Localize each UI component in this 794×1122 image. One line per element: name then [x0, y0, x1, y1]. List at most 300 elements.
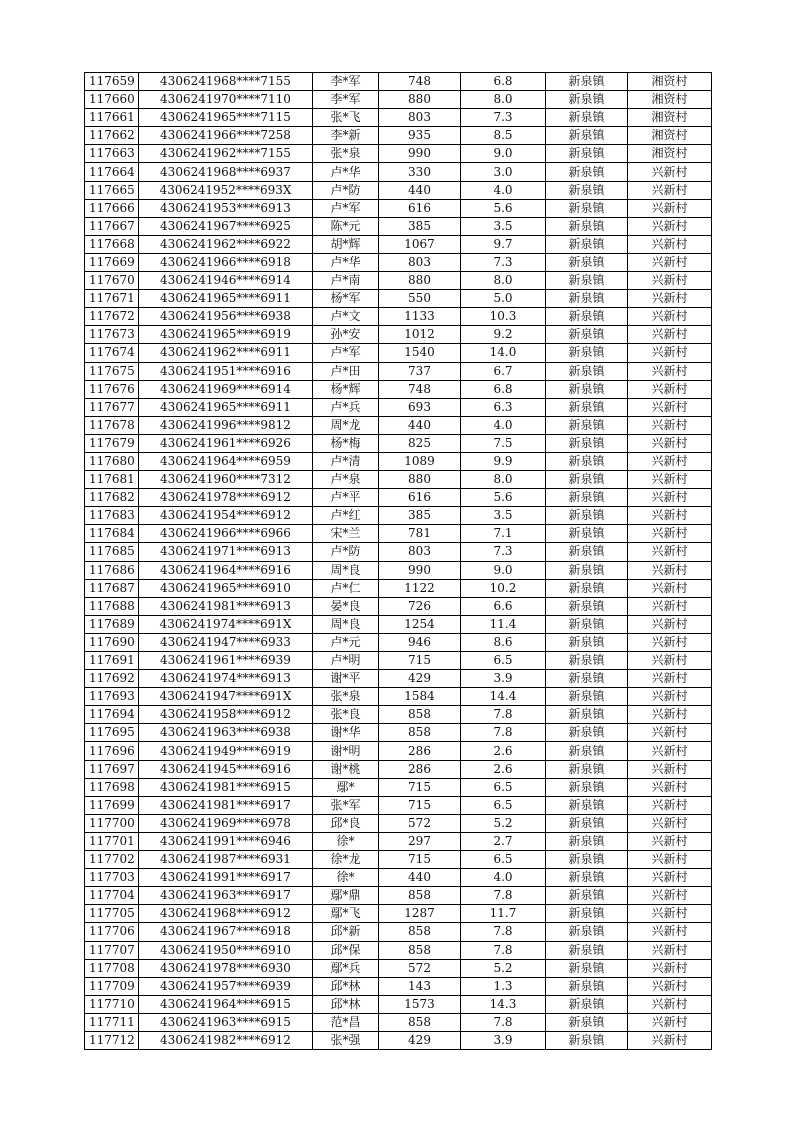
cell-name: 杨*梅 — [313, 434, 379, 452]
cell-record-id: 117683 — [85, 507, 139, 525]
table-row — [85, 199, 712, 217]
cell-village: 兴新村 — [628, 199, 712, 217]
cell-amount: 440 — [379, 869, 461, 887]
cell-town: 新泉镇 — [546, 507, 628, 525]
cell-amount: 803 — [379, 543, 461, 561]
cell-amount: 781 — [379, 525, 461, 543]
cell-town: 新泉镇 — [546, 905, 628, 923]
cell-village: 兴新村 — [628, 579, 712, 597]
cell-id-number: 4306241965****6919 — [139, 326, 313, 344]
cell-name: 李*军 — [313, 73, 379, 91]
cell-value: 3.5 — [461, 507, 546, 525]
cell-id-number: 4306241964****6959 — [139, 452, 313, 470]
cell-value: 3.9 — [461, 1031, 546, 1049]
cell-amount: 880 — [379, 272, 461, 290]
cell-name: 谢*平 — [313, 670, 379, 688]
cell-value: 1.3 — [461, 977, 546, 995]
table-row — [85, 652, 712, 670]
table-row — [85, 597, 712, 615]
cell-amount: 715 — [379, 652, 461, 670]
cell-town: 新泉镇 — [546, 615, 628, 633]
cell-value: 10.3 — [461, 308, 546, 326]
cell-name: 卢*防 — [313, 543, 379, 561]
cell-amount: 550 — [379, 290, 461, 308]
cell-name: 卢*军 — [313, 199, 379, 217]
cell-value: 6.5 — [461, 796, 546, 814]
cell-record-id: 117663 — [85, 145, 139, 163]
cell-village: 兴新村 — [628, 1031, 712, 1049]
cell-town: 新泉镇 — [546, 706, 628, 724]
cell-value: 5.0 — [461, 290, 546, 308]
cell-village: 兴新村 — [628, 832, 712, 850]
cell-town: 新泉镇 — [546, 579, 628, 597]
cell-value: 5.6 — [461, 489, 546, 507]
cell-village: 兴新村 — [628, 742, 712, 760]
table-row — [85, 308, 712, 326]
cell-record-id: 117671 — [85, 290, 139, 308]
cell-value: 3.9 — [461, 670, 546, 688]
cell-id-number: 4306241978****6930 — [139, 959, 313, 977]
cell-village: 湘资村 — [628, 109, 712, 127]
cell-amount: 880 — [379, 91, 461, 109]
cell-id-number: 4306241965****7115 — [139, 109, 313, 127]
cell-value: 14.0 — [461, 344, 546, 362]
cell-record-id: 117662 — [85, 127, 139, 145]
cell-record-id: 117680 — [85, 452, 139, 470]
cell-town: 新泉镇 — [546, 181, 628, 199]
table-row — [85, 326, 712, 344]
cell-amount: 858 — [379, 724, 461, 742]
cell-value: 2.6 — [461, 760, 546, 778]
cell-value: 14.4 — [461, 688, 546, 706]
cell-value: 6.5 — [461, 652, 546, 670]
table-row — [85, 941, 712, 959]
table-row — [85, 253, 712, 271]
cell-name: 邱*保 — [313, 941, 379, 959]
table-row — [85, 796, 712, 814]
cell-amount: 715 — [379, 778, 461, 796]
cell-record-id: 117676 — [85, 380, 139, 398]
cell-village: 兴新村 — [628, 489, 712, 507]
cell-name: 徐* — [313, 832, 379, 850]
table-row — [85, 91, 712, 109]
cell-record-id: 117685 — [85, 543, 139, 561]
cell-town: 新泉镇 — [546, 742, 628, 760]
cell-id-number: 4306241967****6925 — [139, 217, 313, 235]
cell-town: 新泉镇 — [546, 91, 628, 109]
table-row — [85, 670, 712, 688]
cell-id-number: 4306241951****6916 — [139, 362, 313, 380]
cell-value: 9.2 — [461, 326, 546, 344]
cell-name: 卢*文 — [313, 308, 379, 326]
cell-town: 新泉镇 — [546, 597, 628, 615]
cell-record-id: 117664 — [85, 163, 139, 181]
table-row — [85, 995, 712, 1013]
cell-village: 兴新村 — [628, 452, 712, 470]
cell-id-number: 4306241974****6913 — [139, 670, 313, 688]
cell-name: 谢*桃 — [313, 760, 379, 778]
cell-amount: 1573 — [379, 995, 461, 1013]
cell-value: 9.9 — [461, 452, 546, 470]
cell-record-id: 117678 — [85, 416, 139, 434]
table-row — [85, 73, 712, 91]
cell-village: 兴新村 — [628, 434, 712, 452]
cell-name: 张*强 — [313, 1031, 379, 1049]
table-row — [85, 543, 712, 561]
cell-town: 新泉镇 — [546, 253, 628, 271]
cell-name: 卢*泉 — [313, 471, 379, 489]
cell-value: 9.7 — [461, 235, 546, 253]
cell-value: 2.6 — [461, 742, 546, 760]
table-row — [85, 434, 712, 452]
cell-town: 新泉镇 — [546, 760, 628, 778]
cell-name: 周*龙 — [313, 416, 379, 434]
cell-id-number: 4306241947****691X — [139, 688, 313, 706]
cell-amount: 385 — [379, 507, 461, 525]
cell-town: 新泉镇 — [546, 471, 628, 489]
cell-amount: 858 — [379, 1013, 461, 1031]
cell-id-number: 4306241981****6913 — [139, 597, 313, 615]
cell-amount: 880 — [379, 471, 461, 489]
table-row — [85, 706, 712, 724]
cell-record-id: 117675 — [85, 362, 139, 380]
table-row — [85, 905, 712, 923]
cell-amount: 935 — [379, 127, 461, 145]
table-row — [85, 742, 712, 760]
cell-name: 胡*辉 — [313, 235, 379, 253]
cell-value: 6.7 — [461, 362, 546, 380]
cell-amount: 1089 — [379, 452, 461, 470]
cell-village: 湘资村 — [628, 127, 712, 145]
cell-town: 新泉镇 — [546, 778, 628, 796]
cell-town: 新泉镇 — [546, 235, 628, 253]
cell-id-number: 4306241981****6915 — [139, 778, 313, 796]
cell-id-number: 4306241965****6910 — [139, 579, 313, 597]
cell-village: 兴新村 — [628, 615, 712, 633]
cell-record-id: 117706 — [85, 923, 139, 941]
cell-record-id: 117667 — [85, 217, 139, 235]
cell-id-number: 4306241956****6938 — [139, 308, 313, 326]
cell-town: 新泉镇 — [546, 398, 628, 416]
cell-amount: 693 — [379, 398, 461, 416]
cell-value: 8.0 — [461, 471, 546, 489]
cell-name: 徐*龙 — [313, 851, 379, 869]
cell-village: 兴新村 — [628, 670, 712, 688]
cell-value: 7.8 — [461, 1013, 546, 1031]
cell-village: 兴新村 — [628, 724, 712, 742]
cell-value: 8.5 — [461, 127, 546, 145]
cell-value: 6.8 — [461, 73, 546, 91]
cell-value: 7.8 — [461, 887, 546, 905]
cell-name: 周*良 — [313, 615, 379, 633]
cell-village: 兴新村 — [628, 977, 712, 995]
cell-name: 邱*新 — [313, 923, 379, 941]
cell-name: 孙*安 — [313, 326, 379, 344]
cell-village: 兴新村 — [628, 543, 712, 561]
cell-town: 新泉镇 — [546, 452, 628, 470]
table-row — [85, 398, 712, 416]
cell-village: 兴新村 — [628, 272, 712, 290]
cell-record-id: 117709 — [85, 977, 139, 995]
cell-id-number: 4306241969****6978 — [139, 814, 313, 832]
cell-record-id: 117702 — [85, 851, 139, 869]
cell-village: 湘资村 — [628, 91, 712, 109]
cell-name: 邱*良 — [313, 814, 379, 832]
cell-id-number: 4306241965****6911 — [139, 398, 313, 416]
cell-amount: 1287 — [379, 905, 461, 923]
cell-amount: 429 — [379, 670, 461, 688]
cell-village: 兴新村 — [628, 561, 712, 579]
cell-name: 卢*清 — [313, 452, 379, 470]
cell-record-id: 117695 — [85, 724, 139, 742]
cell-value: 4.0 — [461, 869, 546, 887]
cell-amount: 286 — [379, 760, 461, 778]
cell-amount: 803 — [379, 109, 461, 127]
cell-name: 晏*良 — [313, 597, 379, 615]
table-row — [85, 633, 712, 651]
cell-name: 卢*仁 — [313, 579, 379, 597]
cell-town: 新泉镇 — [546, 814, 628, 832]
cell-village: 兴新村 — [628, 290, 712, 308]
cell-id-number: 4306241962****6922 — [139, 235, 313, 253]
cell-village: 兴新村 — [628, 253, 712, 271]
table-row — [85, 923, 712, 941]
cell-record-id: 117705 — [85, 905, 139, 923]
cell-id-number: 4306241966****6918 — [139, 253, 313, 271]
cell-amount: 429 — [379, 1031, 461, 1049]
cell-amount: 1012 — [379, 326, 461, 344]
table-row — [85, 977, 712, 995]
cell-village: 兴新村 — [628, 796, 712, 814]
table-row — [85, 615, 712, 633]
cell-id-number: 4306241965****6911 — [139, 290, 313, 308]
cell-value: 6.5 — [461, 851, 546, 869]
cell-name: 陈*元 — [313, 217, 379, 235]
cell-record-id: 117666 — [85, 199, 139, 217]
cell-record-id: 117703 — [85, 869, 139, 887]
table-row — [85, 163, 712, 181]
cell-id-number: 4306241945****6916 — [139, 760, 313, 778]
cell-id-number: 4306241963****6917 — [139, 887, 313, 905]
cell-name: 周*良 — [313, 561, 379, 579]
cell-town: 新泉镇 — [546, 796, 628, 814]
cell-village: 兴新村 — [628, 778, 712, 796]
cell-id-number: 4306241963****6938 — [139, 724, 313, 742]
table-row — [85, 1031, 712, 1049]
table-row — [85, 869, 712, 887]
cell-amount: 286 — [379, 742, 461, 760]
cell-value: 8.0 — [461, 272, 546, 290]
cell-value: 9.0 — [461, 561, 546, 579]
cell-town: 新泉镇 — [546, 995, 628, 1013]
cell-village: 兴新村 — [628, 706, 712, 724]
cell-village: 兴新村 — [628, 525, 712, 543]
cell-town: 新泉镇 — [546, 380, 628, 398]
cell-town: 新泉镇 — [546, 887, 628, 905]
cell-value: 3.0 — [461, 163, 546, 181]
table-row — [85, 525, 712, 543]
cell-id-number: 4306241969****6914 — [139, 380, 313, 398]
table-row — [85, 778, 712, 796]
data-table — [84, 72, 712, 1050]
cell-name: 徐* — [313, 869, 379, 887]
cell-record-id: 117670 — [85, 272, 139, 290]
cell-town: 新泉镇 — [546, 543, 628, 561]
table-row — [85, 471, 712, 489]
cell-name: 鄢* — [313, 778, 379, 796]
cell-village: 兴新村 — [628, 869, 712, 887]
cell-id-number: 4306241952****693X — [139, 181, 313, 199]
cell-town: 新泉镇 — [546, 724, 628, 742]
cell-town: 新泉镇 — [546, 941, 628, 959]
cell-village: 兴新村 — [628, 688, 712, 706]
cell-town: 新泉镇 — [546, 290, 628, 308]
cell-name: 卢*红 — [313, 507, 379, 525]
cell-village: 兴新村 — [628, 362, 712, 380]
cell-town: 新泉镇 — [546, 308, 628, 326]
cell-record-id: 117673 — [85, 326, 139, 344]
cell-id-number: 4306241971****6913 — [139, 543, 313, 561]
cell-value: 11.4 — [461, 615, 546, 633]
cell-name: 张*泉 — [313, 145, 379, 163]
cell-value: 5.2 — [461, 814, 546, 832]
cell-record-id: 117669 — [85, 253, 139, 271]
cell-village: 兴新村 — [628, 959, 712, 977]
table-body — [85, 73, 712, 1050]
cell-value: 5.2 — [461, 959, 546, 977]
cell-record-id: 117674 — [85, 344, 139, 362]
cell-village: 兴新村 — [628, 471, 712, 489]
cell-town: 新泉镇 — [546, 923, 628, 941]
cell-name: 李*新 — [313, 127, 379, 145]
cell-name: 张*泉 — [313, 688, 379, 706]
cell-name: 杨*辉 — [313, 380, 379, 398]
cell-name: 卢*防 — [313, 181, 379, 199]
cell-name: 邱*林 — [313, 995, 379, 1013]
cell-id-number: 4306241966****6966 — [139, 525, 313, 543]
table-row — [85, 181, 712, 199]
cell-amount: 616 — [379, 489, 461, 507]
cell-village: 兴新村 — [628, 633, 712, 651]
table-row — [85, 452, 712, 470]
cell-town: 新泉镇 — [546, 977, 628, 995]
cell-id-number: 4306241974****691X — [139, 615, 313, 633]
cell-value: 9.0 — [461, 145, 546, 163]
cell-id-number: 4306241966****7258 — [139, 127, 313, 145]
cell-name: 张*飞 — [313, 109, 379, 127]
cell-value: 2.7 — [461, 832, 546, 850]
cell-value: 7.3 — [461, 109, 546, 127]
cell-record-id: 117661 — [85, 109, 139, 127]
cell-name: 张*良 — [313, 706, 379, 724]
cell-value: 6.6 — [461, 597, 546, 615]
cell-name: 卢*南 — [313, 272, 379, 290]
cell-name: 卢*田 — [313, 362, 379, 380]
cell-town: 新泉镇 — [546, 109, 628, 127]
cell-amount: 858 — [379, 923, 461, 941]
cell-village: 兴新村 — [628, 851, 712, 869]
cell-town: 新泉镇 — [546, 959, 628, 977]
cell-town: 新泉镇 — [546, 199, 628, 217]
cell-id-number: 4306241982****6912 — [139, 1031, 313, 1049]
table-row — [85, 272, 712, 290]
cell-town: 新泉镇 — [546, 633, 628, 651]
cell-value: 7.3 — [461, 253, 546, 271]
cell-id-number: 4306241964****6916 — [139, 561, 313, 579]
table-row — [85, 579, 712, 597]
cell-record-id: 117660 — [85, 91, 139, 109]
cell-record-id: 117693 — [85, 688, 139, 706]
cell-town: 新泉镇 — [546, 1031, 628, 1049]
cell-record-id: 117692 — [85, 670, 139, 688]
cell-town: 新泉镇 — [546, 869, 628, 887]
cell-amount: 946 — [379, 633, 461, 651]
table-row — [85, 1013, 712, 1031]
cell-name: 邱*林 — [313, 977, 379, 995]
cell-record-id: 117707 — [85, 941, 139, 959]
cell-amount: 726 — [379, 597, 461, 615]
table-row — [85, 561, 712, 579]
table-row — [85, 416, 712, 434]
cell-id-number: 4306241968****6912 — [139, 905, 313, 923]
cell-town: 新泉镇 — [546, 217, 628, 235]
cell-amount: 990 — [379, 145, 461, 163]
cell-id-number: 4306241996****9812 — [139, 416, 313, 434]
cell-amount: 748 — [379, 380, 461, 398]
cell-town: 新泉镇 — [546, 434, 628, 452]
cell-record-id: 117698 — [85, 778, 139, 796]
cell-id-number: 4306241968****6937 — [139, 163, 313, 181]
cell-record-id: 117665 — [85, 181, 139, 199]
table-row — [85, 760, 712, 778]
cell-amount: 858 — [379, 941, 461, 959]
cell-village: 兴新村 — [628, 1013, 712, 1031]
cell-id-number: 4306241947****6933 — [139, 633, 313, 651]
cell-id-number: 4306241962****6911 — [139, 344, 313, 362]
cell-name: 张*军 — [313, 796, 379, 814]
cell-record-id: 117686 — [85, 561, 139, 579]
cell-amount: 748 — [379, 73, 461, 91]
cell-village: 兴新村 — [628, 398, 712, 416]
cell-id-number: 4306241967****6918 — [139, 923, 313, 941]
cell-value: 6.5 — [461, 778, 546, 796]
cell-village: 兴新村 — [628, 235, 712, 253]
cell-id-number: 4306241954****6912 — [139, 507, 313, 525]
cell-village: 兴新村 — [628, 181, 712, 199]
cell-amount: 143 — [379, 977, 461, 995]
table-row — [85, 290, 712, 308]
cell-value: 7.5 — [461, 434, 546, 452]
cell-id-number: 4306241957****6939 — [139, 977, 313, 995]
cell-record-id: 117711 — [85, 1013, 139, 1031]
cell-town: 新泉镇 — [546, 344, 628, 362]
cell-town: 新泉镇 — [546, 163, 628, 181]
cell-amount: 715 — [379, 796, 461, 814]
table-row — [85, 145, 712, 163]
cell-village: 兴新村 — [628, 652, 712, 670]
cell-amount: 825 — [379, 434, 461, 452]
cell-village: 兴新村 — [628, 923, 712, 941]
cell-record-id: 117689 — [85, 615, 139, 633]
cell-value: 5.6 — [461, 199, 546, 217]
cell-amount: 1122 — [379, 579, 461, 597]
cell-record-id: 117694 — [85, 706, 139, 724]
cell-record-id: 117682 — [85, 489, 139, 507]
cell-amount: 572 — [379, 959, 461, 977]
cell-town: 新泉镇 — [546, 326, 628, 344]
cell-amount: 385 — [379, 217, 461, 235]
cell-record-id: 117696 — [85, 742, 139, 760]
